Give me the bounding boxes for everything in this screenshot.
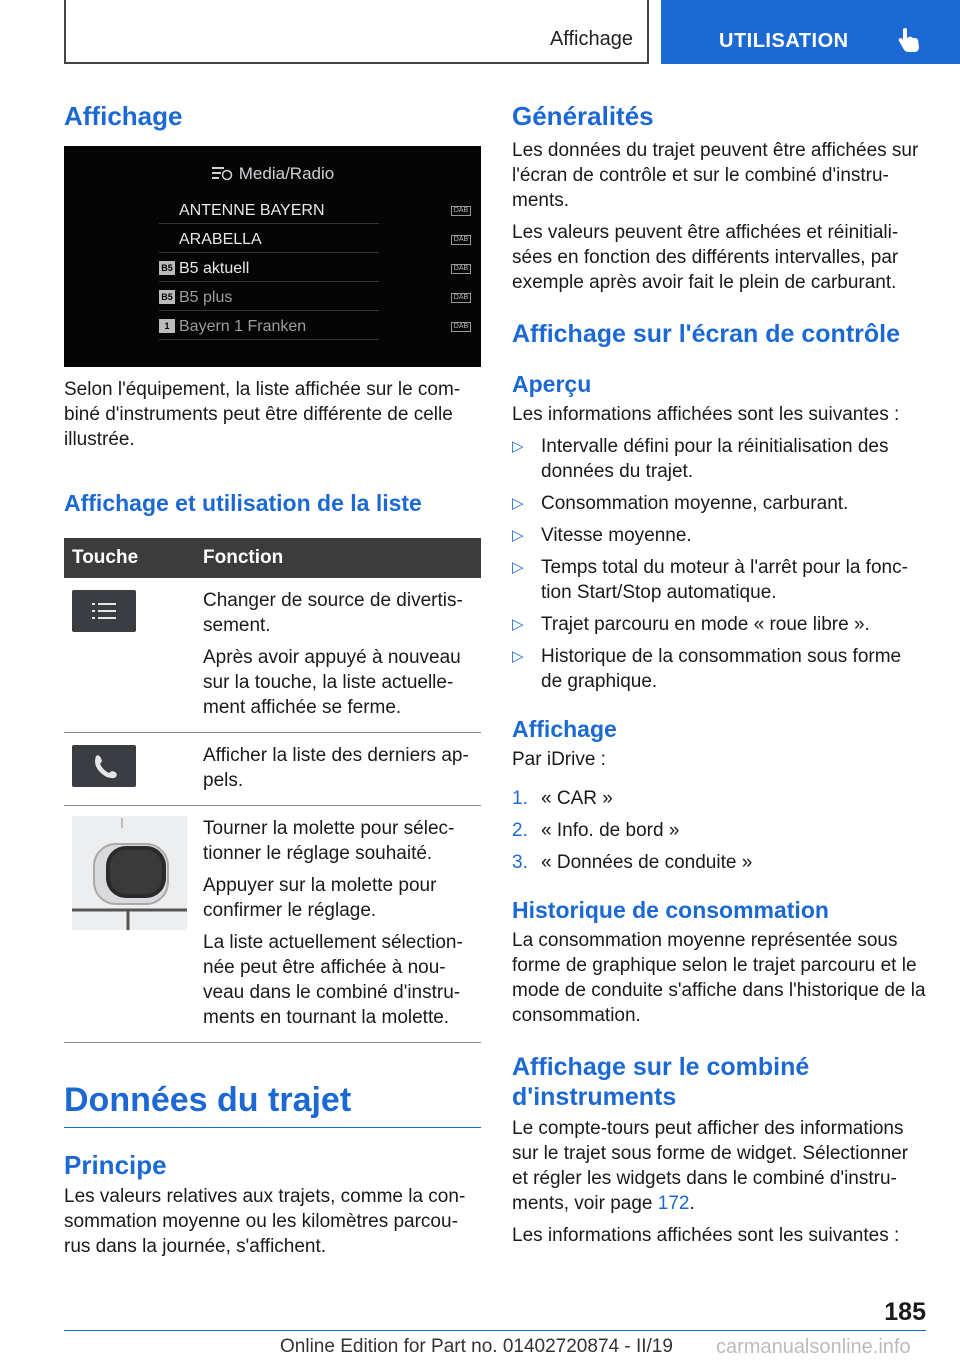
controller-knob-icon	[72, 816, 187, 930]
table-cell-function	[195, 578, 481, 733]
list-item	[512, 786, 926, 811]
principe-text: Les valeurs relatives aux trajets, comme la con-sommation moyenne ou les kilomètres parcou-rus dans la journée, s'affichent.	[64, 1186, 466, 1257]
heading-donnees-trajet: Données du trajet	[64, 1079, 481, 1128]
dab-badge: DAB	[451, 264, 471, 274]
table-row	[64, 578, 481, 733]
triangle-bullet-icon: ▷	[512, 616, 524, 633]
table-row	[64, 733, 481, 806]
media-radio-screenshot	[64, 146, 481, 367]
step-number: 3.	[512, 852, 528, 873]
step-number: 2.	[512, 820, 528, 841]
heading-ecran-controle: Affichage sur l'écran de contrôle	[512, 320, 900, 348]
step-text: « CAR »	[541, 788, 613, 809]
list-item[interactable]	[159, 227, 469, 253]
idrive-intro: Par iDrive :	[512, 749, 606, 770]
list-menu-glyph	[72, 590, 136, 632]
triangle-bullet-icon: ▷	[512, 648, 524, 665]
screenshot-caption: Selon l'équipement, la liste affichée sur le com-biné d'instruments peut être différente de celle illustrée.	[64, 379, 461, 450]
table-header-fonction: Fonction	[195, 538, 481, 578]
historique-text: La consommation moyenne représentée sous forme de graphique selon le trajet parcouru et le mode de conduite s'affiche dans l'historique de la consommation.	[512, 930, 926, 1026]
heading-principe: Principe	[64, 1150, 167, 1180]
list-item	[512, 434, 926, 484]
function-text: La liste actuellement sélection-née peut être affichée à nou-veau dans le combiné d'instru-ments en tournant la molette.	[203, 932, 463, 1028]
list-item	[512, 644, 926, 694]
step-text: « Info. de bord »	[541, 820, 680, 841]
function-text: Tourner la molette pour sélec-tionner le réglage souhaité.	[203, 818, 455, 864]
list-item	[512, 523, 926, 548]
watermark: carmanualsonline.info	[716, 1336, 911, 1358]
station-label: B5 plus	[179, 289, 233, 306]
footer-edition: Online Edition for Part no. 01402720874 - II/19	[280, 1336, 673, 1357]
station-label: B5 aktuell	[179, 260, 250, 277]
footer-divider	[64, 1330, 926, 1331]
page-number: 185	[884, 1298, 926, 1326]
list-item	[512, 818, 926, 843]
function-table	[64, 538, 481, 1043]
table-cell-key	[64, 578, 195, 733]
phone-glyph	[72, 745, 136, 787]
table-cell-key	[64, 733, 195, 806]
list-item[interactable]	[159, 256, 469, 282]
right-column	[512, 100, 926, 1248]
list-item	[512, 612, 926, 637]
list-item	[512, 850, 926, 875]
list-item-text: Intervalle défini pour la réinitialisation des données du trajet.	[541, 436, 889, 482]
step-number: 1.	[512, 788, 528, 809]
function-text: Changer de source de divertis-sement.	[203, 590, 463, 636]
controller-knob-glyph	[72, 816, 187, 930]
heading-generalites: Généralités	[512, 101, 654, 131]
phone-icon	[72, 745, 136, 787]
chapter-tab-label: UTILISATION	[719, 30, 849, 52]
table-header-row	[64, 538, 481, 578]
heading-affichage-idrive: Affichage	[512, 716, 617, 742]
station-label: Bayern 1 Franken	[179, 318, 307, 335]
list-item-text: Vitesse moyenne.	[541, 525, 692, 546]
table-cell-key	[64, 806, 195, 1043]
screenshot-title	[64, 164, 481, 184]
list-item	[512, 555, 926, 605]
list-item[interactable]	[159, 314, 469, 340]
station-logo: 1	[159, 319, 175, 333]
media-list-icon	[211, 165, 233, 181]
function-text: Après avoir appuyé à nouveau sur la touche, la liste actuelle-ment affichée se ferme.	[203, 647, 461, 718]
apercu-list	[512, 434, 926, 694]
table-header-touche: Touche	[64, 538, 195, 578]
heading-list-usage: Affichage et utilisation de la liste	[64, 490, 422, 516]
triangle-bullet-icon: ▷	[512, 495, 524, 512]
generalites-p1: Les données du trajet peuvent être affichées sur l'écran de contrôle et sur le combiné d'instru-ments.	[512, 140, 919, 211]
step-text: « Données de conduite »	[541, 852, 753, 873]
list-item[interactable]	[159, 198, 469, 224]
dab-badge: DAB	[451, 322, 471, 332]
list-item-text: Temps total du moteur à l'arrêt pour la fonc-tion Start/Stop automatique.	[541, 557, 908, 603]
table-cell-function	[195, 733, 481, 806]
heading-historique: Historique de consommation	[512, 897, 829, 923]
heading-affichage: Affichage	[64, 101, 183, 131]
dab-badge: DAB	[451, 293, 471, 303]
dab-badge: DAB	[451, 206, 471, 216]
list-item-text: Consommation moyenne, carburant.	[541, 493, 849, 514]
combine-text	[512, 1116, 926, 1216]
generalites-p2: Les valeurs peuvent être affichées et réinitiali-sées en fonction des différents intervalles, par exemple après avoir fait le plein de carburant.	[512, 222, 899, 293]
list-menu-icon	[72, 590, 136, 632]
apercu-intro: Les informations affichées sont les suivantes :	[512, 404, 900, 425]
combine-text-a: Le compte-tours peut afficher des informations sur le trajet sous forme de widget. Sélectionner et régler les widgets dans le combiné d'instru-ments, voir page	[512, 1118, 909, 1214]
list-item-text: Trajet parcouru en mode « roue libre ».	[541, 614, 870, 635]
heading-apercu: Aperçu	[512, 371, 592, 397]
triangle-bullet-icon: ▷	[512, 559, 524, 576]
triangle-bullet-icon: ▷	[512, 527, 524, 544]
station-logo: B5	[159, 290, 175, 304]
list-item	[512, 491, 926, 516]
chapter-tab[interactable]	[661, 0, 960, 64]
list-item[interactable]	[159, 285, 469, 311]
station-label: ANTENNE BAYERN	[179, 202, 325, 219]
station-label: ARABELLA	[179, 231, 262, 248]
dab-badge: DAB	[451, 235, 471, 245]
table-cell-function	[195, 806, 481, 1043]
triangle-bullet-icon: ▷	[512, 438, 524, 455]
idrive-steps	[512, 786, 926, 875]
table-row	[64, 806, 481, 1043]
function-text: Afficher la liste des derniers ap-pels.	[203, 745, 469, 791]
combine-text-b: .	[689, 1193, 695, 1214]
hand-pointer-icon	[895, 26, 923, 54]
station-logo: B5	[159, 261, 175, 275]
list-item-text: Historique de la consommation sous forme de graphique.	[541, 646, 902, 692]
screenshot-title-text: Media/Radio	[238, 164, 335, 183]
combine-last: Les informations affichées sont les suivantes :	[512, 1225, 900, 1246]
heading-combine: Affichage sur le combiné d'instruments	[512, 1053, 810, 1111]
page-link[interactable]: 172	[657, 1193, 690, 1214]
header-box	[64, 0, 649, 64]
function-text: Appuyer sur la molette pour confirmer le réglage.	[203, 875, 437, 921]
left-column	[64, 100, 481, 1259]
section-title: Affichage	[549, 28, 633, 50]
